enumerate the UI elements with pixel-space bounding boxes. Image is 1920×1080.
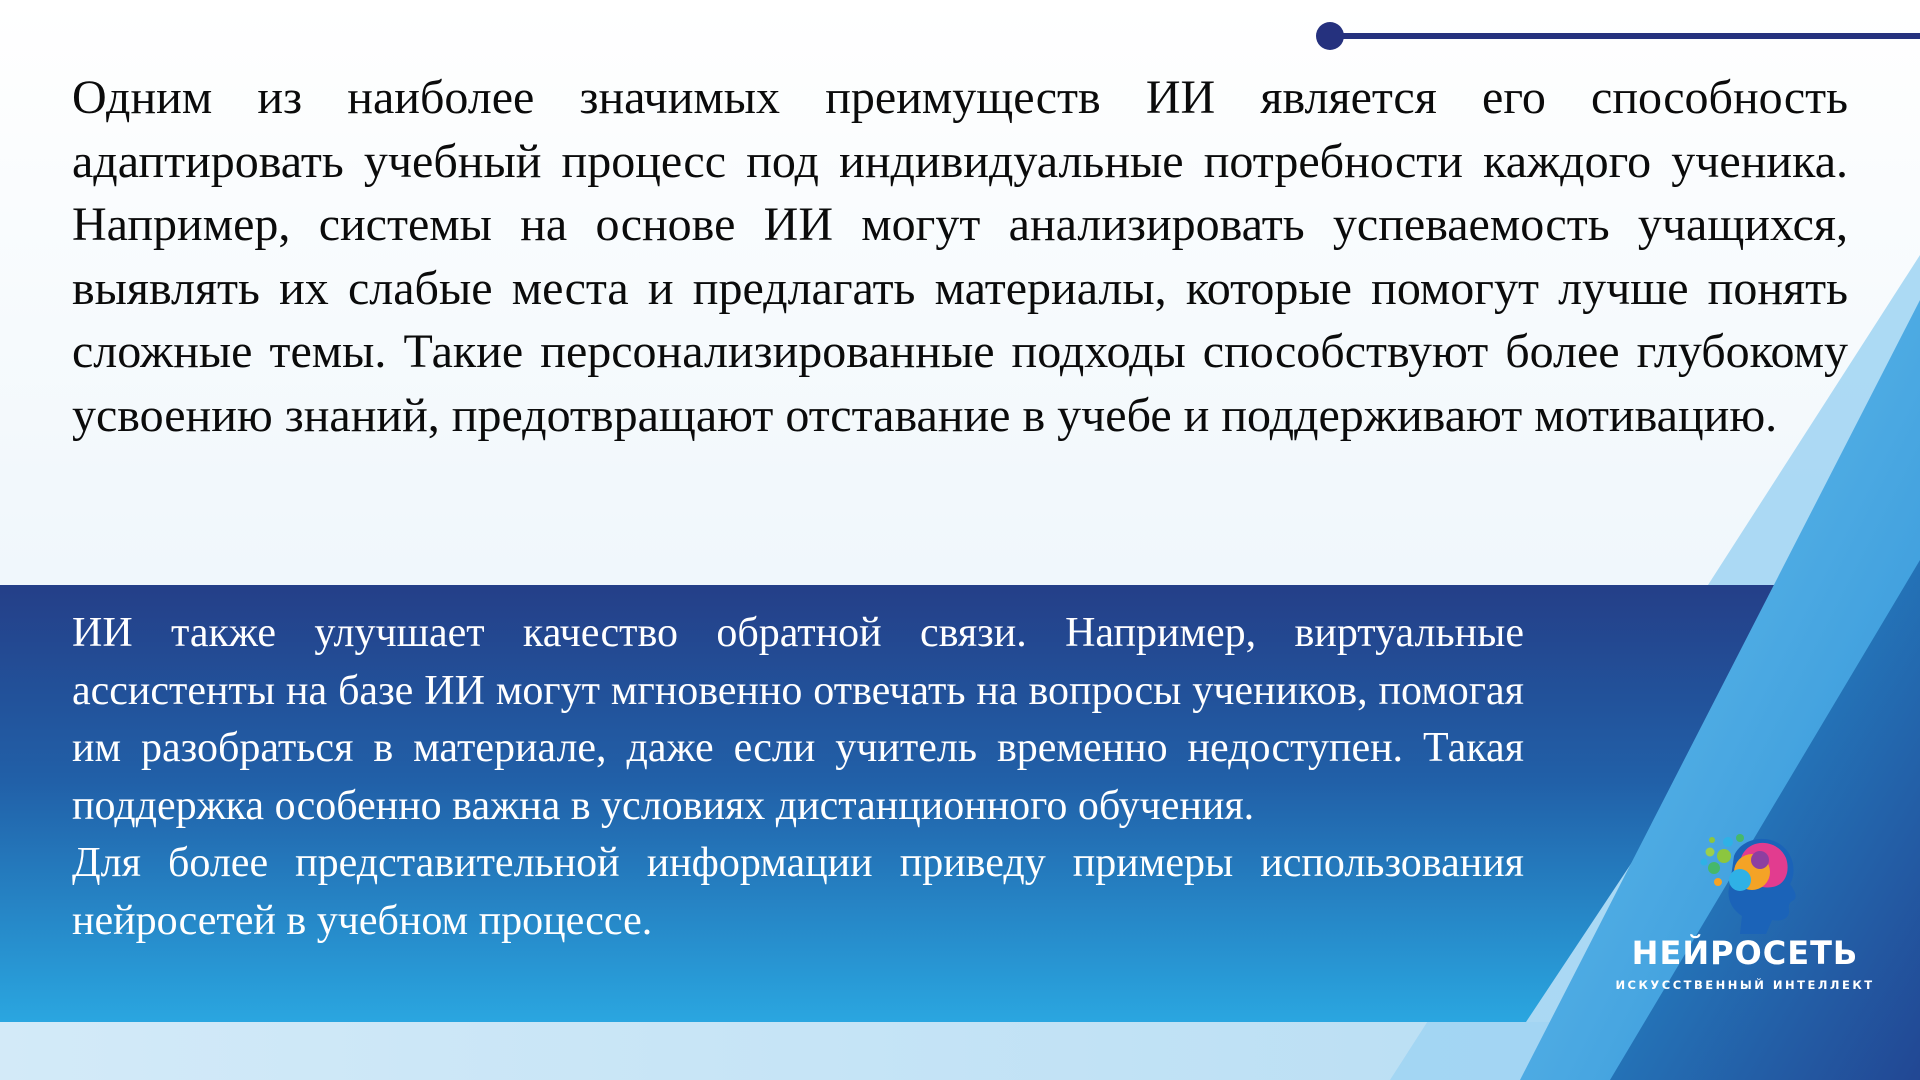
panel-text: [72, 605, 1524, 950]
neural-head-icon: [1694, 826, 1804, 936]
logo-subtitle: ИСКУССТВЕННЫЙ ИНТЕЛЛЕКТ: [1615, 978, 1875, 992]
intro-paragraph: Одним из наиболее значимых преимуществ ИИ является его способность адаптировать учебный процесс под индивидуальные потребности каждого ученика. Например, системы на основе ИИ могут анализировать успеваемость учащихся, выявлять их слабые места и предлагать материалы, которые помогут лучше понять сложные темы. Такие персонализированные подходы способствуют более глубокому усвоению знаний, предотвращают отставание в учебе и поддерживают мотивацию.: [72, 71, 1848, 442]
top-accent-line: [1316, 22, 1920, 50]
neuroset-logo: [1610, 826, 1880, 1006]
feedback-paragraph: ИИ также улучшает качество обратной связи. Например, виртуальные ассистенты на базе ИИ могут мгновенно отвечать на вопросы учеников, помогая им разобраться в материале, даже если учитель временно недоступен. Такая поддержка особенно важна в условиях дистанционного обучения.: [72, 610, 1524, 829]
accent-bar: [1336, 33, 1920, 39]
logo-title: НЕЙРОСЕТЬ: [1631, 934, 1859, 972]
examples-paragraph: Для более представительной информации приведу примеры использования нейросетей в учебном процессе.: [72, 840, 1524, 944]
